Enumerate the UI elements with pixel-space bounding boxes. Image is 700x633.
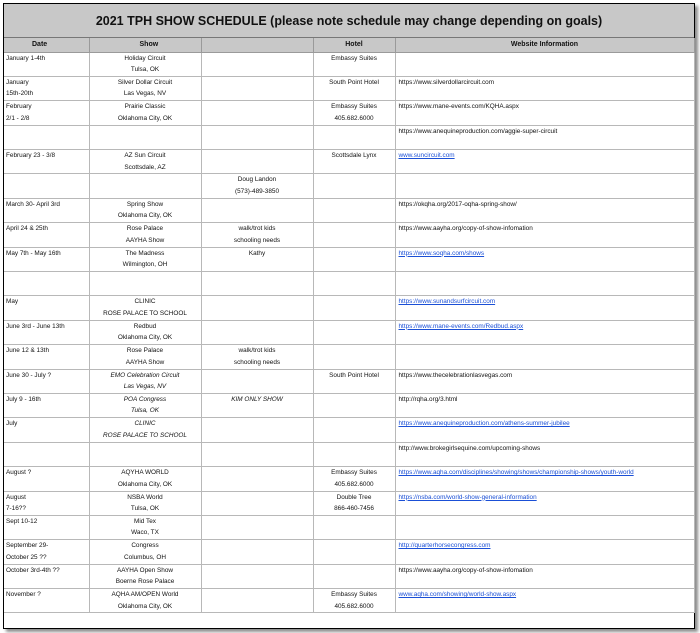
show-line: Tulsa, OK	[130, 505, 160, 513]
date-line: June 3rd - June 13th	[6, 322, 65, 330]
website-text: https://www.anequineproduction.com/aggie-super-circuit	[398, 127, 558, 135]
note-line: walk/trot kids	[238, 225, 276, 233]
show-cell	[89, 393, 201, 417]
hotel-cell	[313, 467, 395, 491]
date-line: March 30- April 3rd	[6, 200, 60, 208]
website-cell	[395, 150, 694, 174]
table-row	[4, 76, 694, 100]
hotel-cell	[313, 125, 395, 149]
hotel-cell	[313, 345, 395, 369]
note-cell	[201, 491, 313, 515]
date-line: May	[6, 298, 19, 306]
show-line: Las Vegas, NV	[123, 90, 167, 98]
hotel-cell	[313, 369, 395, 393]
show-line: Oklahoma City, OK	[117, 212, 173, 220]
hotel-cell	[313, 174, 395, 198]
note-cell	[201, 345, 313, 369]
show-line: AQYHA WORLD	[121, 469, 169, 477]
show-line: Oklahoma City, OK	[117, 602, 173, 610]
show-cell	[89, 540, 201, 564]
show-cell	[89, 198, 201, 222]
show-line: Prairie Classic	[124, 103, 166, 111]
hotel-line: Embassy Suites	[331, 469, 377, 477]
table-row	[4, 442, 694, 466]
note-cell	[201, 467, 313, 491]
website-cell	[395, 198, 694, 222]
table-row	[4, 418, 694, 442]
table-row	[4, 101, 694, 125]
show-line: AZ Sun Circuit	[124, 152, 166, 160]
hotel-cell	[313, 76, 395, 100]
note-line: schooling needs	[233, 358, 281, 366]
show-line: AAYHA Open Show	[116, 566, 173, 574]
hotel-cell	[313, 52, 395, 76]
show-cell	[89, 76, 201, 100]
website-cell	[395, 272, 694, 296]
show-line: Holiday Circuit	[124, 54, 166, 62]
date-line: Sept 10-12	[6, 517, 38, 525]
show-line: Las Vegas, NV	[123, 383, 167, 391]
note-line: KIM ONLY SHOW	[231, 395, 283, 403]
show-cell	[89, 52, 201, 76]
hotel-cell	[313, 272, 395, 296]
note-cell	[201, 589, 313, 613]
hotel-cell	[313, 393, 395, 417]
date-cell	[4, 320, 89, 344]
show-line: Mid Tex	[134, 517, 156, 525]
website-link[interactable]: www.suncircuit.com	[398, 152, 455, 160]
note-cell	[201, 125, 313, 149]
show-cell	[89, 589, 201, 613]
show-line: AAYHA Show	[125, 358, 165, 366]
date-cell	[4, 296, 89, 320]
website-cell	[395, 345, 694, 369]
website-text: https://www.silverdollarcircuit.com	[398, 78, 495, 86]
website-cell	[395, 540, 694, 564]
show-cell	[89, 467, 201, 491]
website-cell	[395, 223, 694, 247]
date-cell	[4, 491, 89, 515]
schedule-sheet	[3, 3, 695, 629]
column-header-extra	[201, 38, 313, 52]
date-cell	[4, 101, 89, 125]
show-line: AQHA AM/OPEN World	[111, 591, 179, 599]
date-line: January	[6, 78, 29, 86]
hotel-line: 405.682.6000	[334, 602, 374, 610]
table-row	[4, 272, 694, 296]
date-cell	[4, 223, 89, 247]
website-cell	[395, 52, 694, 76]
show-cell	[89, 223, 201, 247]
hotel-line: South Point Hotel	[329, 78, 379, 86]
date-line: February	[6, 103, 32, 111]
website-text: https://www.aayha.org/copy-of-show-infomation	[398, 566, 533, 574]
hotel-cell	[313, 247, 395, 271]
show-line: Columbus, OH	[124, 553, 166, 561]
hotel-line: Double Tree	[336, 493, 372, 501]
note-line: Kathy	[248, 249, 266, 257]
website-cell	[395, 467, 694, 491]
hotel-cell	[313, 223, 395, 247]
show-line: The Madness	[125, 249, 165, 257]
date-line: August ?	[6, 469, 32, 477]
website-cell	[395, 320, 694, 344]
show-line: Tulsa, OK	[131, 407, 159, 415]
note-cell	[201, 442, 313, 466]
date-cell	[4, 564, 89, 588]
show-cell	[89, 564, 201, 588]
hotel-cell	[313, 150, 395, 174]
date-cell	[4, 540, 89, 564]
note-cell	[201, 564, 313, 588]
website-cell	[395, 589, 694, 613]
date-cell	[4, 418, 89, 442]
hotel-line: 405.682.6000	[334, 480, 374, 488]
website-text: http://rqha.org/3.html	[398, 395, 458, 403]
date-cell	[4, 515, 89, 539]
website-cell	[395, 393, 694, 417]
show-line: Oklahoma City, OK	[117, 334, 173, 342]
table-row	[4, 540, 694, 564]
date-line: October 25 ??	[6, 553, 47, 561]
date-cell	[4, 125, 89, 149]
hotel-cell	[313, 296, 395, 320]
date-line: July	[6, 420, 18, 428]
website-text: https://www.mane-events.com/KQHA.aspx	[398, 103, 519, 111]
column-header-date: Date	[4, 38, 89, 52]
website-cell	[395, 76, 694, 100]
table-row	[4, 223, 694, 247]
hotel-cell	[313, 589, 395, 613]
note-cell	[201, 52, 313, 76]
hotel-cell	[313, 491, 395, 515]
date-cell	[4, 589, 89, 613]
show-line: AAYHA Show	[125, 236, 165, 244]
date-cell	[4, 198, 89, 222]
table-row	[4, 393, 694, 417]
show-cell	[89, 320, 201, 344]
website-cell	[395, 442, 694, 466]
table-row	[4, 174, 694, 198]
date-cell	[4, 150, 89, 174]
show-line: Redbud	[133, 322, 157, 330]
show-line: Wilmington, OH	[122, 261, 168, 269]
hotel-line: Embassy Suites	[331, 54, 377, 62]
website-cell	[395, 564, 694, 588]
date-line: October 3rd-4th ??	[6, 566, 60, 574]
website-cell	[395, 296, 694, 320]
show-cell	[89, 345, 201, 369]
date-cell	[4, 345, 89, 369]
website-cell	[395, 515, 694, 539]
show-line: Oklahoma City, OK	[117, 114, 173, 122]
website-cell	[395, 125, 694, 149]
table-row	[4, 515, 694, 539]
show-line: Scottsdale, AZ	[124, 163, 166, 171]
show-line: CLINIC	[134, 420, 156, 428]
note-line: schooling needs	[233, 236, 281, 244]
table-row	[4, 589, 694, 613]
page-title: 2021 TPH SHOW SCHEDULE (please note schedule may change depending on goals)	[4, 4, 694, 38]
website-cell	[395, 247, 694, 271]
show-cell	[89, 125, 201, 149]
date-cell	[4, 467, 89, 491]
show-line: Oklahoma City, OK	[117, 480, 173, 488]
website-cell	[395, 369, 694, 393]
date-line: 2/1 - 2/8	[6, 114, 30, 122]
date-line: January 1-4th	[6, 54, 46, 62]
date-cell	[4, 369, 89, 393]
note-cell	[201, 540, 313, 564]
note-cell	[201, 369, 313, 393]
column-header-show: Show	[89, 38, 201, 52]
hotel-cell	[313, 540, 395, 564]
hotel-line: 405.682.6000	[334, 114, 374, 122]
website-link[interactable]: https://www.sunandsurfcircuit.com	[398, 298, 496, 306]
hotel-line: Embassy Suites	[331, 591, 377, 599]
note-cell	[201, 76, 313, 100]
show-line: EMO Celebration Circuit	[110, 371, 180, 379]
hotel-line: Scottsdale Lynx	[331, 152, 377, 160]
date-cell	[4, 76, 89, 100]
website-cell	[395, 174, 694, 198]
table-row	[4, 198, 694, 222]
show-line: Spring Show	[126, 200, 164, 208]
hotel-cell	[313, 418, 395, 442]
table-row	[4, 467, 694, 491]
show-cell	[89, 272, 201, 296]
date-cell	[4, 174, 89, 198]
show-line: Tulsa, OK	[130, 66, 160, 73]
website-link[interactable]: http://quarterhorsecongress.com	[398, 542, 491, 550]
date-line: 7-16??	[6, 505, 26, 513]
show-line: CLINIC	[134, 298, 156, 306]
note-cell	[201, 174, 313, 198]
show-line: Rose Palace	[126, 347, 164, 355]
show-line: POA Congress	[123, 395, 167, 403]
note-line: (573)-489-3850	[234, 187, 280, 195]
show-cell	[89, 418, 201, 442]
show-line: ROSE PALACE TO SCHOOL	[103, 309, 187, 317]
hotel-line: Embassy Suites	[331, 103, 377, 111]
website-link[interactable]: https://nsba.com/world-show-general-information	[398, 493, 537, 501]
website-link[interactable]: https://www.aqha.com/disciplines/showing/shows/championship-shows/youth-world	[398, 469, 634, 477]
show-line: Rose Palace	[126, 225, 164, 233]
show-line: ROSE PALACE TO SCHOOL	[103, 431, 187, 439]
note-line: walk/trot kids	[238, 347, 276, 355]
date-cell	[4, 393, 89, 417]
show-line: Silver Dollar Circuit	[117, 78, 173, 86]
schedule-body	[4, 52, 694, 613]
table-row	[4, 247, 694, 271]
website-link[interactable]: https://www.soqha.com/shows	[398, 249, 485, 257]
show-line: Congress	[131, 542, 159, 550]
note-line: Doug Landon	[237, 176, 277, 184]
hotel-line: South Point Hotel	[329, 371, 379, 379]
date-line: February 23 - 3/8	[6, 152, 56, 160]
show-cell	[89, 369, 201, 393]
website-text: https://www.thecelebrationlasvegas.com	[398, 371, 513, 379]
website-text: https://www.aayha.org/copy-of-show-infomation	[398, 225, 533, 233]
date-line: November ?	[6, 591, 41, 599]
date-line: July 9 - 16th	[6, 395, 41, 403]
table-row	[4, 52, 694, 76]
show-line: Waco, TX	[131, 529, 159, 537]
show-cell	[89, 174, 201, 198]
hotel-cell	[313, 101, 395, 125]
show-cell	[89, 101, 201, 125]
note-cell	[201, 101, 313, 125]
website-link[interactable]: https://www.mane-events.com/Redbud.aspx	[398, 322, 524, 330]
website-text: https://okqha.org/2017-oqha-spring-show/	[398, 200, 517, 208]
website-cell	[395, 491, 694, 515]
show-cell	[89, 247, 201, 271]
website-link[interactable]: www.aqha.com/showing/world-show.aspx	[398, 591, 517, 599]
note-cell	[201, 296, 313, 320]
column-header-website: Website Information	[395, 38, 694, 52]
table-row	[4, 345, 694, 369]
column-header-hotel: Hotel	[313, 38, 395, 52]
date-line: June 12 & 13th	[6, 347, 49, 355]
website-link[interactable]: https://www.anequineproduction.com/athens-summer-jubilee	[398, 420, 570, 428]
note-cell	[201, 418, 313, 442]
table-row	[4, 491, 694, 515]
date-line: 15th-20th	[6, 90, 34, 98]
table-row	[4, 125, 694, 149]
hotel-cell	[313, 198, 395, 222]
website-cell	[395, 101, 694, 125]
date-line: May 7th - May 16th	[6, 249, 61, 257]
note-cell	[201, 247, 313, 271]
note-cell	[201, 150, 313, 174]
date-line: June 30 - July ?	[6, 371, 52, 379]
table-row	[4, 564, 694, 588]
hotel-cell	[313, 515, 395, 539]
show-cell	[89, 150, 201, 174]
header-row	[4, 38, 694, 52]
date-cell	[4, 442, 89, 466]
table-row	[4, 150, 694, 174]
show-cell	[89, 515, 201, 539]
note-cell	[201, 272, 313, 296]
hotel-line: 866-460-7456	[334, 505, 374, 513]
date-line: April 24 & 25th	[6, 225, 48, 233]
date-cell	[4, 272, 89, 296]
table-row	[4, 369, 694, 393]
show-cell	[89, 442, 201, 466]
date-line: September 29-	[6, 542, 49, 550]
date-line: August	[6, 493, 26, 501]
show-cell	[89, 296, 201, 320]
date-cell	[4, 247, 89, 271]
date-cell	[4, 52, 89, 76]
table-row	[4, 296, 694, 320]
note-cell	[201, 393, 313, 417]
website-cell	[395, 418, 694, 442]
schedule-table	[4, 38, 695, 613]
website-text: http://www.brokegirlsequine.com/upcoming-shows	[398, 444, 541, 452]
hotel-cell	[313, 564, 395, 588]
hotel-cell	[313, 442, 395, 466]
table-row	[4, 320, 694, 344]
note-cell	[201, 320, 313, 344]
show-cell	[89, 491, 201, 515]
note-cell	[201, 515, 313, 539]
show-line: NSBA World	[127, 493, 163, 501]
hotel-cell	[313, 320, 395, 344]
note-cell	[201, 223, 313, 247]
note-cell	[201, 198, 313, 222]
show-line: Boerne Rose Palace	[115, 578, 175, 586]
